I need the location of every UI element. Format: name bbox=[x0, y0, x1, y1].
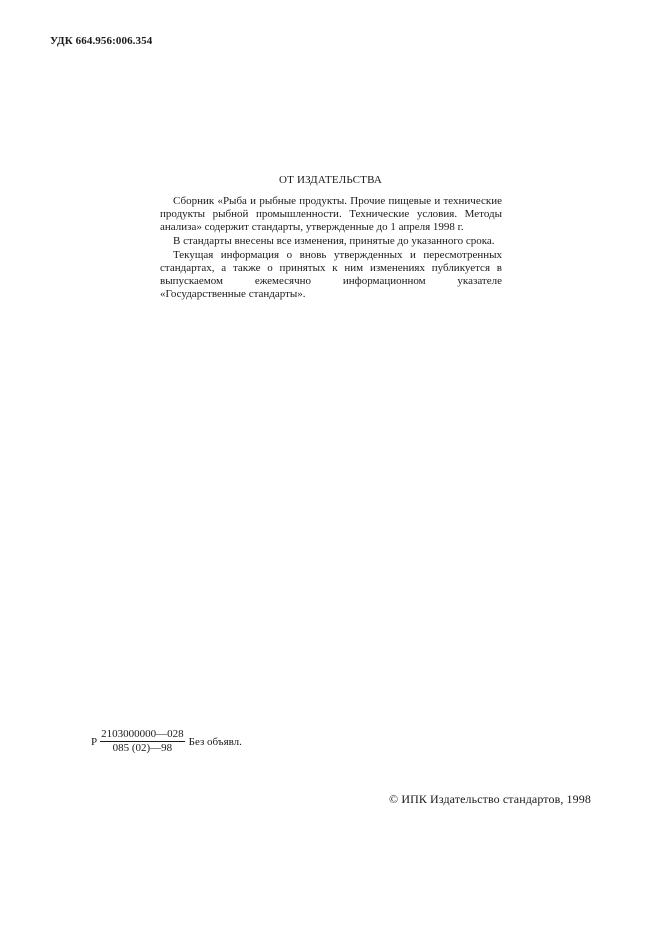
paragraph-amendments: В стандарты внесены все изменения, принятые до указанного срока. bbox=[173, 235, 495, 247]
publication-code-numerator: 2103000000—028 bbox=[101, 728, 184, 740]
copyright-line: © ИПК Издательство стандартов, 1998 bbox=[389, 792, 591, 806]
paragraph-collection-description: Сборник «Рыба и рыбные продукты. Прочие пищевые и технические продукты рыбной промышленности. Технические условия. Методы анализа» содержит стандарты, утвержденные до 1 апреля 1998 г. bbox=[160, 195, 502, 233]
udk-code: УДК 664.956:006.354 bbox=[50, 35, 153, 47]
publication-code bbox=[91, 729, 242, 754]
publication-code-note: Без объявл. bbox=[188, 735, 242, 748]
publication-code-letter: Р bbox=[91, 735, 98, 748]
publication-code-denominator: 085 (02)—98 bbox=[112, 742, 173, 754]
publisher-note bbox=[160, 195, 502, 301]
section-title: ОТ ИЗДАТЕЛЬСТВА bbox=[278, 174, 383, 186]
paragraph-current-information: Текущая информация о вновь утвержденных и пересмотренных стандартах, а также о принятых к ним изменениях публикуется в выпускаемом ежемесячно информационном указателе «Государственные стандарты». bbox=[160, 249, 502, 300]
publication-code-fraction bbox=[100, 729, 185, 754]
